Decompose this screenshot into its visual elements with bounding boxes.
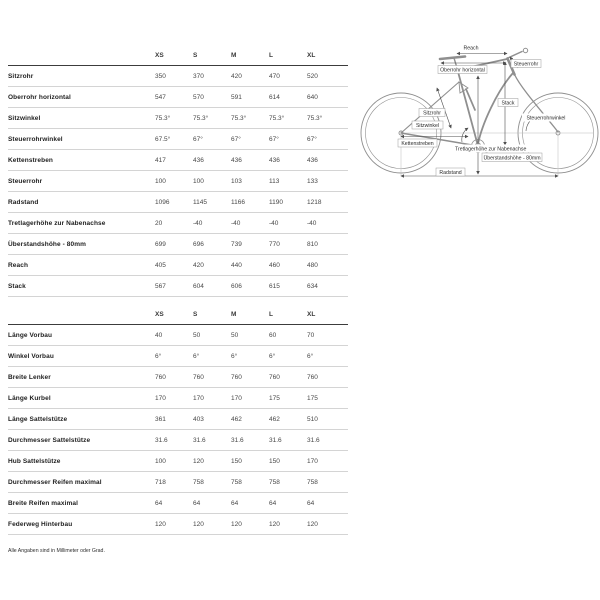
- cell-value: 150: [231, 457, 242, 465]
- cell-value: 113: [269, 177, 280, 185]
- cell-value: 60: [269, 331, 277, 339]
- cell-value: 420: [193, 261, 204, 269]
- bike-geometry-diagram: [356, 28, 600, 192]
- cell-value: 6°: [193, 352, 200, 360]
- cell-value: 436: [307, 156, 318, 164]
- cell-value: 770: [269, 240, 280, 248]
- cell-value: 64: [231, 499, 239, 507]
- cell-value: 6°: [231, 352, 238, 360]
- cell-value: 614: [269, 93, 280, 101]
- cell-value: 760: [269, 373, 280, 381]
- column-header: M: [231, 311, 237, 318]
- cell-value: 604: [193, 282, 204, 290]
- table-row: [8, 276, 348, 297]
- cell-value: 40: [155, 331, 163, 339]
- row-label: Überstandshöhe - 80mm: [8, 240, 86, 248]
- cell-value: 120: [193, 520, 204, 528]
- cell-value: 6°: [307, 352, 314, 360]
- cell-value: 570: [193, 93, 204, 101]
- row-label: Breite Lenker: [8, 373, 51, 381]
- table-row: [8, 367, 348, 388]
- cell-value: 436: [231, 156, 242, 164]
- table-row: [8, 150, 348, 171]
- table-row: [8, 514, 348, 535]
- cell-value: 75.3°: [307, 114, 323, 122]
- table-row: [8, 192, 348, 213]
- cell-value: 370: [193, 72, 204, 80]
- cell-value: 133: [307, 177, 318, 185]
- cell-value: 67°: [307, 135, 317, 143]
- row-label: Hub Sattelstütze: [8, 457, 61, 465]
- cell-value: 170: [193, 394, 204, 402]
- table-row: [8, 472, 348, 493]
- row-label: Durchmesser Reifen maximal: [8, 478, 102, 486]
- cell-value: 175: [269, 394, 280, 402]
- cell-value: 20: [155, 219, 163, 227]
- cell-value: 75.3°: [193, 114, 209, 122]
- cell-value: 760: [307, 373, 318, 381]
- cell-value: 480: [307, 261, 318, 269]
- cell-value: 718: [155, 478, 166, 486]
- cell-value: 696: [193, 240, 204, 248]
- cell-value: 175: [307, 394, 318, 402]
- cell-value: 361: [155, 415, 166, 423]
- cell-value: 758: [307, 478, 318, 486]
- cell-value: 758: [193, 478, 204, 486]
- cell-value: 420: [231, 72, 242, 80]
- cell-value: 520: [307, 72, 318, 80]
- row-label: Sitzrohr: [8, 72, 34, 80]
- cell-value: 606: [231, 282, 242, 290]
- saddle: [440, 57, 465, 60]
- row-label: Steuerrohrwinkel: [8, 135, 63, 143]
- column-header: XS: [155, 52, 164, 59]
- kettenstreben-label: Kettenstreben: [401, 141, 434, 147]
- cell-value: 739: [231, 240, 242, 248]
- row-label: Winkel Vorbau: [8, 352, 54, 360]
- cell-value: 6°: [155, 352, 162, 360]
- column-header: L: [269, 311, 273, 318]
- column-header: XL: [307, 52, 316, 59]
- seat-tube: [457, 68, 478, 146]
- steuerrohrwinkel-label: Steuerrohrwinkel: [526, 115, 566, 122]
- cell-value: 31.6: [193, 436, 206, 444]
- cell-value: 567: [155, 282, 166, 290]
- table-row: [8, 451, 348, 472]
- diagram-labels: [398, 46, 570, 177]
- cell-value: 31.6: [307, 436, 320, 444]
- cell-value: 31.6: [155, 436, 168, 444]
- row-label: Radstand: [8, 198, 39, 206]
- stack-label: Stack: [501, 100, 515, 107]
- components-table-header: [8, 305, 348, 325]
- table-row: [8, 493, 348, 514]
- column-header: XS: [155, 311, 164, 318]
- cell-value: 103: [231, 177, 242, 185]
- cell-value: 50: [193, 331, 201, 339]
- cell-value: 6°: [269, 352, 276, 360]
- cell-value: 640: [307, 93, 318, 101]
- cell-value: 170: [155, 394, 166, 402]
- components-table: [8, 325, 348, 535]
- cell-value: 440: [231, 261, 242, 269]
- row-label: Länge Sattelstütze: [8, 415, 68, 423]
- cell-value: 100: [155, 457, 166, 465]
- cell-value: 67.5°: [155, 135, 171, 143]
- cell-value: 64: [269, 499, 277, 507]
- row-label: Länge Kurbel: [8, 394, 51, 402]
- cell-value: 1166: [231, 198, 245, 206]
- cell-value: 758: [269, 478, 280, 486]
- cell-value: -40: [231, 219, 241, 227]
- cell-value: 510: [307, 415, 318, 423]
- row-label: Federweg Hinterbau: [8, 520, 73, 528]
- cell-value: 75.3°: [155, 114, 171, 122]
- cell-value: 64: [193, 499, 201, 507]
- row-label: Sitzwinkel: [8, 114, 41, 122]
- steuerrohr-label: Steuerrohr: [513, 61, 539, 68]
- cell-value: 547: [155, 93, 166, 101]
- cell-value: 75.3°: [269, 114, 285, 122]
- ueberstandshoehe-label: Überstandshöhe - 80mm: [483, 155, 541, 162]
- cell-value: 460: [269, 261, 280, 269]
- row-label: Reach: [8, 261, 29, 269]
- table-row: [8, 108, 348, 129]
- table-row: [8, 430, 348, 451]
- row-label: Breite Reifen maximal: [8, 499, 79, 507]
- cell-value: 810: [307, 240, 318, 248]
- cell-value: 67°: [269, 135, 279, 143]
- row-label: Länge Vorbau: [8, 331, 53, 339]
- table-row: [8, 255, 348, 276]
- geometry-table: [8, 66, 348, 297]
- bike-diagram-svg: [356, 28, 600, 192]
- table-row: [8, 213, 348, 234]
- row-label: Tretlagerhöhe zur Nabenachse: [8, 219, 106, 227]
- cell-value: 591: [231, 93, 242, 101]
- row-label: Kettenstreben: [8, 156, 54, 164]
- radstand-label: Radstand: [439, 170, 462, 176]
- handlebar-grip: [523, 48, 527, 52]
- cell-value: 1096: [155, 198, 170, 206]
- reach-label: Reach: [463, 45, 479, 52]
- column-header: S: [193, 311, 198, 318]
- cell-value: 170: [307, 457, 318, 465]
- cell-value: 436: [193, 156, 204, 164]
- table-row: [8, 325, 348, 346]
- cell-value: 760: [193, 373, 204, 381]
- sitzwinkel-label: Sitzwinkel: [415, 123, 440, 129]
- row-label: Durchmesser Sattelstütze: [8, 436, 91, 444]
- cell-value: -40: [307, 219, 317, 227]
- table-row: [8, 388, 348, 409]
- cell-value: 67°: [231, 135, 241, 143]
- row-label: Steuerrohr: [8, 177, 43, 185]
- fork: [515, 75, 559, 133]
- cell-value: 31.6: [269, 436, 282, 444]
- row-label: Stack: [8, 282, 26, 290]
- tretlagerhoehe-label: Tretlagerhöhe zur Nabenachse: [455, 146, 527, 153]
- cell-value: 70: [307, 331, 315, 339]
- cell-value: 417: [155, 156, 166, 164]
- cell-value: 120: [269, 520, 280, 528]
- cell-value: 67°: [193, 135, 203, 143]
- down-tube: [478, 73, 513, 144]
- cell-value: 120: [231, 520, 242, 528]
- geometry-table-header: [8, 46, 348, 66]
- units-footnote: Alle Angaben sind in Millimeter oder Grad.: [8, 548, 105, 554]
- cell-value: 120: [193, 457, 204, 465]
- table-row: [8, 171, 348, 192]
- cell-value: 462: [231, 415, 242, 423]
- cell-value: 1190: [269, 198, 283, 206]
- cell-value: 75.3°: [231, 114, 247, 122]
- table-gap: [8, 297, 348, 305]
- cell-value: 120: [155, 520, 166, 528]
- sitzwinkel-arc: [462, 128, 468, 142]
- cell-value: 64: [155, 499, 163, 507]
- cell-value: 615: [269, 282, 280, 290]
- cell-value: 462: [269, 415, 280, 423]
- spec-tables: [8, 46, 348, 554]
- column-header: XL: [307, 311, 316, 318]
- cell-value: 470: [269, 72, 280, 80]
- column-header: L: [269, 52, 273, 59]
- table-row: [8, 234, 348, 255]
- table-row: [8, 409, 348, 430]
- sitzrohr-label: Sitzrohr: [423, 110, 441, 117]
- table-row: [8, 66, 348, 87]
- cell-value: 150: [269, 457, 280, 465]
- cell-value: 699: [155, 240, 166, 248]
- cell-value: 1145: [193, 198, 207, 206]
- column-header: S: [193, 52, 198, 59]
- cell-value: 170: [231, 394, 242, 402]
- cell-value: 405: [155, 261, 166, 269]
- column-header: M: [231, 52, 237, 59]
- cell-value: 758: [231, 478, 242, 486]
- table-row: [8, 129, 348, 150]
- cell-value: 634: [307, 282, 318, 290]
- cell-value: 31.6: [231, 436, 244, 444]
- cell-value: 120: [307, 520, 318, 528]
- table-row: [8, 87, 348, 108]
- cell-value: 350: [155, 72, 166, 80]
- table-row: [8, 346, 348, 367]
- cell-value: 436: [269, 156, 280, 164]
- cell-value: 100: [193, 177, 204, 185]
- cell-value: -40: [193, 219, 203, 227]
- cell-value: 760: [155, 373, 166, 381]
- row-label: Oberrohr horizontal: [8, 93, 71, 101]
- cell-value: 760: [231, 373, 242, 381]
- cell-value: 64: [307, 499, 315, 507]
- cell-value: 50: [231, 331, 239, 339]
- oberrohr-label: Oberrohr horizontal: [440, 67, 485, 74]
- cell-value: 403: [193, 415, 204, 423]
- cell-value: -40: [269, 219, 279, 227]
- cell-value: 100: [155, 177, 166, 185]
- cell-value: 1218: [307, 198, 322, 206]
